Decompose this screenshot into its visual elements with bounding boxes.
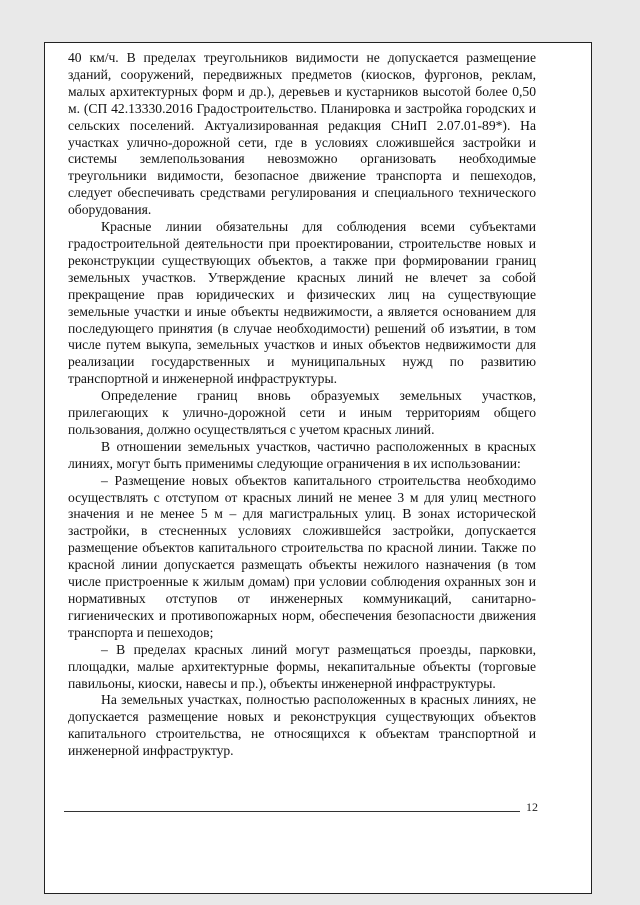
footer-divider xyxy=(64,811,520,812)
paragraph-boundary-definition: Определение границ вновь образуемых земельных участков, прилегающих к улично-дорожной сети и иным территориям общего пользования, должно осуществляться с учетом красных линий. xyxy=(68,388,536,437)
list-item-setback-rules: – Размещение новых объектов капитального строительства необходимо осуществлять с отступом от красных линий не менее 3 м для улиц местного значения и не менее 5 м – для магистральных улиц. В зонах исторической застройки, в стесненных условиях сложившейся застройки, допускается размещение объектов капитального строительства по красной линии. Также по красной линии допускается размещать объекты нежилого назначения (в том числе пристроенные к жилым домам) при условии соблюдения охранных зон и нормативных отступов от инженерных коммуникаций, санитарно-гигиенических и противопожарных норм, обеспечения безопасности движения транспорта и пешеходов; xyxy=(68,472,536,640)
paragraph-visibility-triangles: 40 км/ч. В пределах треугольников видимости не допускается размещение зданий, сооружений, передвижных предметов (киосков, фургонов, реклам, малых архитектурных форм и др.), деревьев и кустарников высотой более 0,50 м. (СП 42.13330.2016 Градостроительство. Планировка и застройка городских и сельских поселений. Актуализированная редакция СНиП 2.07.01-89*). На участках улично-дорожной сети, где в условиях сложившейся застройки и системы землепользования невозможно организовать необходимые треугольники видимости, безопасное движение транспорта и пешеходов, следует обеспечивать средствами регулирования и специального технического оборудования. xyxy=(68,50,536,218)
page-number: 12 xyxy=(526,800,538,814)
paragraph-restrictions-intro: В отношении земельных участков, частично расположенных в красных линиях, могут быть применимы следующие ограничения в их использовании: xyxy=(68,438,536,471)
paragraph-red-lines-mandatory: Красные линии обязательны для соблюдения всеми субъектами градостроительной деятельности при проектировании, строительстве новых и реконструкции существующих объектов, а также при формировании границ земельных участков. Утверждение красных линий не влечет за собой прекращение прав юридических и физических лиц на существующие земельные участки и иные объекты недвижимости, а является основанием для последующего принятия (в случае необходимости) решений об изъятии, в том числе путем выкупа, земельных участков и иных объектов недвижимости для реализации государственных и муниципальных нужд по развитию транспортной и инженерной инфраструктуры. xyxy=(68,219,536,387)
paragraph-full-restriction: На земельных участках, полностью расположенных в красных линиях, не допускается размещение новых и реконструкция существующих объектов капитального строительства, не относящихся к объектам транспортной и инженерной инфраструктур. xyxy=(68,692,536,759)
list-item-allowed-objects: – В пределах красных линий могут размещаться проезды, парковки, площадки, малые архитектурные формы, некапитальные объекты (торговые павильоны, киоски, навесы и пр.), объекты инженерной инфраструктуры. xyxy=(68,641,536,691)
document-body xyxy=(68,50,536,760)
